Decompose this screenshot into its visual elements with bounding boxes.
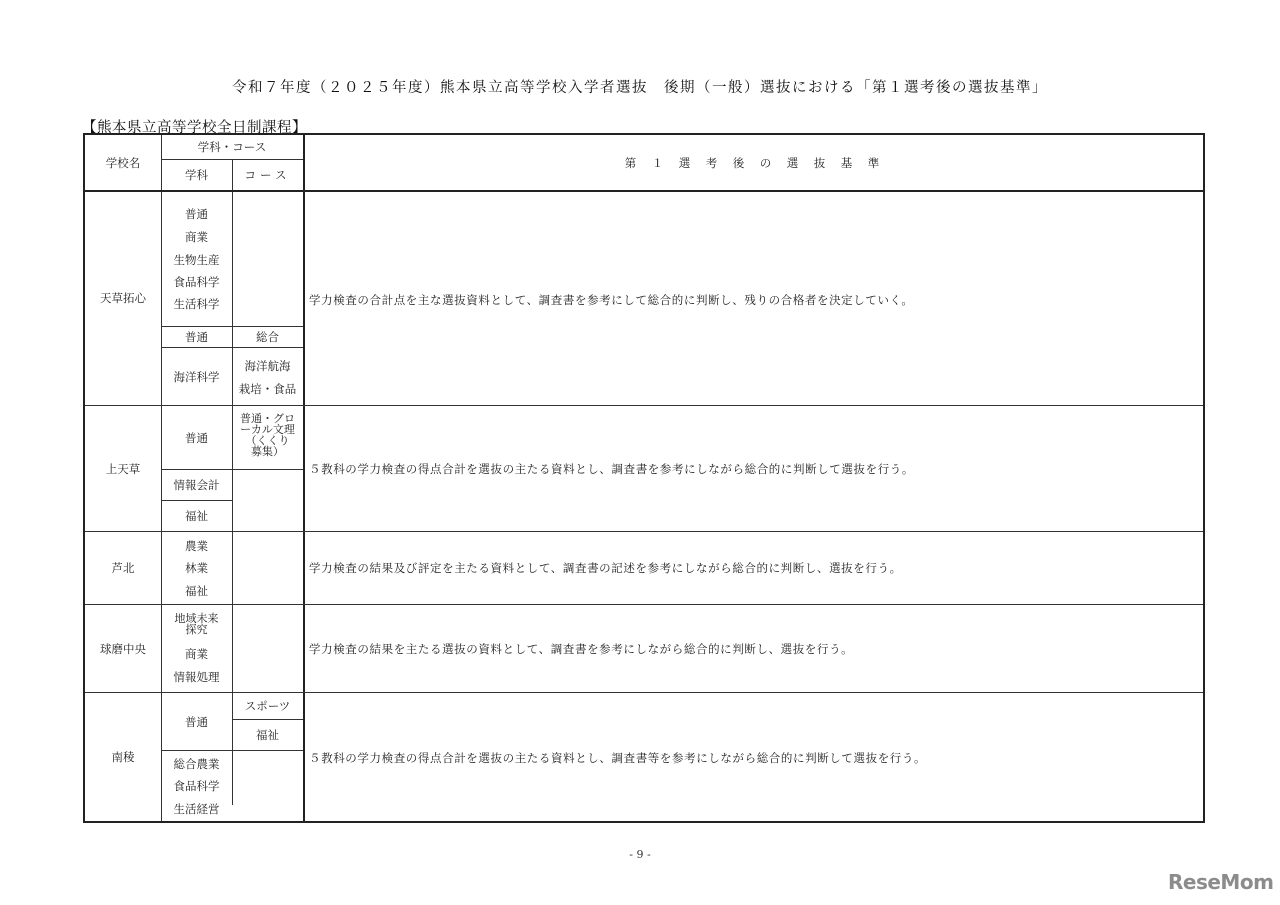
divider xyxy=(161,750,303,751)
header-course: コース xyxy=(244,167,291,182)
course-line: ーカル文理 xyxy=(240,423,295,436)
course-line: （くくり xyxy=(245,434,290,447)
dept-name: 普通 xyxy=(185,207,208,221)
course-name: 福祉 xyxy=(256,728,279,742)
divider xyxy=(85,604,1203,605)
dept-name xyxy=(161,613,232,639)
dept-name: 情報会計 xyxy=(173,478,220,492)
dept-name: 商業 xyxy=(185,230,208,244)
school-name: 芦北 xyxy=(111,561,135,575)
dept-name: 食品科学 xyxy=(173,779,220,793)
dept-name: 商業 xyxy=(185,647,208,661)
course-line: 普通・グロ xyxy=(240,412,295,425)
page-number: - 9 - xyxy=(629,848,651,861)
divider xyxy=(303,135,305,821)
course-name: 海洋航海 xyxy=(244,359,291,373)
header-dept: 学科 xyxy=(185,167,208,182)
dept-line: 地域未来 xyxy=(174,612,219,625)
course-line: 募集） xyxy=(251,445,284,458)
section-heading: 【熊本県立高等学校全日制課程】 xyxy=(82,120,307,136)
dept-name: 情報処理 xyxy=(173,670,220,684)
dept-name: 福祉 xyxy=(185,584,208,598)
header-criteria: 第 １ 選 考 後 の 選 抜 基 準 xyxy=(624,155,882,170)
criteria-text: ５教科の学力検査の得点合計を選抜の主たる資料とし、調査書を参考にしながら総合的に判断して選抜を行う。 xyxy=(309,462,914,476)
dept-name: 普通 xyxy=(185,430,208,445)
dept-name: 普通 xyxy=(185,330,208,344)
school-name: 天草拓心 xyxy=(100,291,146,305)
dept-name: 農業 xyxy=(185,539,208,553)
criteria-text: ５教科の学力検査の得点合計を選抜の主たる資料とし、調査書等を参考にしながら総合的に判断して選抜を行う。 xyxy=(309,751,927,765)
dept-name: 林業 xyxy=(185,561,208,575)
course-name xyxy=(232,413,303,463)
dept-name: 生活科学 xyxy=(173,297,220,311)
header-school: 学校名 xyxy=(105,155,141,170)
header-dept-course: 学科・コース xyxy=(197,140,267,154)
dept-name: 食品科学 xyxy=(173,275,220,289)
criteria-text: 学力検査の合計点を主な選抜資料として、調査書を参考にして総合的に判断し、残りの合格者を決定していく。 xyxy=(309,293,914,307)
divider xyxy=(85,405,1203,406)
criteria-text: 学力検査の結果を主たる選抜の資料として、調査書を参考にしながら総合的に判断し、選抜を行う。 xyxy=(309,642,854,656)
school-name: 南稜 xyxy=(111,750,135,764)
school-name: 上天草 xyxy=(105,461,141,476)
course-name: 総合 xyxy=(256,330,279,344)
dept-line: 探究 xyxy=(185,623,208,636)
resemom-logo: ReseMom xyxy=(1168,870,1274,894)
course-name: スポーツ xyxy=(244,699,291,713)
dept-name: 総合農業 xyxy=(173,757,220,771)
divider xyxy=(85,531,1203,532)
dept-name: 福祉 xyxy=(185,509,208,523)
selection-criteria-table xyxy=(83,133,1205,823)
dept-name: 生物生産 xyxy=(173,253,220,267)
dept-name: 生活経営 xyxy=(173,802,220,816)
criteria-text: 学力検査の結果及び評定を主たる資料として、調査書の記述を参考にしながら総合的に判断し、選抜を行う。 xyxy=(309,561,902,575)
dept-name: 普通 xyxy=(185,714,208,729)
course-name: 栽培・食品 xyxy=(238,382,297,396)
dept-name: 海洋科学 xyxy=(173,369,220,384)
school-name: 球磨中央 xyxy=(100,641,146,656)
divider xyxy=(85,190,1203,192)
document-title: 令和７年度（２０２５年度）熊本県立高等学校入学者選抜 後期（一般）選抜における「第１選考後の選抜基準」 xyxy=(232,80,1048,96)
